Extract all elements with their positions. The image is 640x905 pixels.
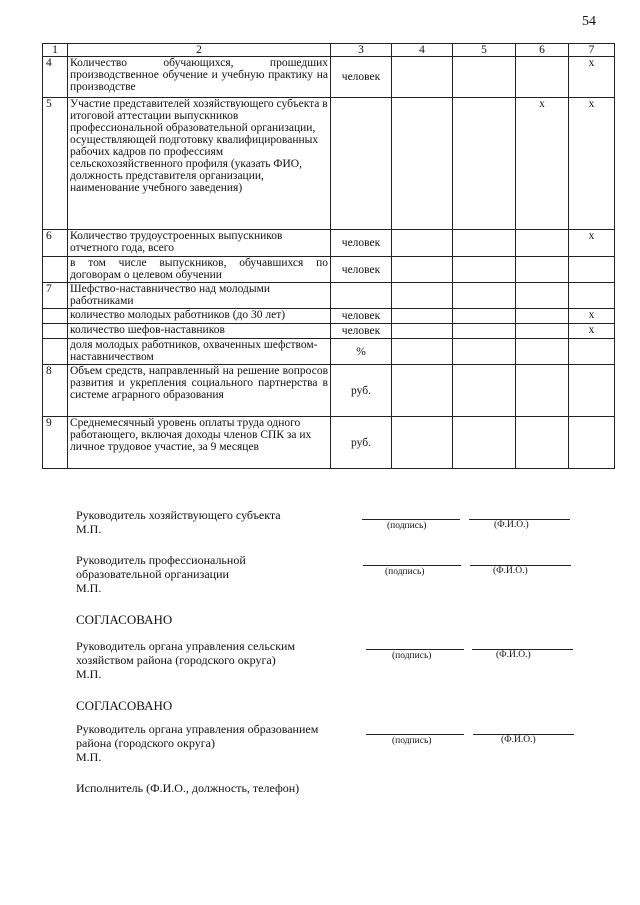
row-number: 6 <box>43 230 68 257</box>
mark-cell <box>516 283 569 309</box>
value-cell <box>453 417 516 469</box>
signature-title: района (городского округа) <box>76 736 215 750</box>
name-caption: (Ф.И.О.) <box>493 566 528 576</box>
mark-cell: х <box>569 230 615 257</box>
row-unit <box>331 98 392 230</box>
row-unit: % <box>331 339 392 365</box>
row-number <box>43 257 68 283</box>
row-description: в том числе выпускников, обучавшихся по договорам о целевом обучении <box>68 257 331 283</box>
row-description: Количество обучающихся, прошедших производственное обучение и учебную практику на производстве <box>68 57 331 98</box>
row-number: 4 <box>43 57 68 98</box>
row-number: 8 <box>43 365 68 417</box>
mark-cell: х <box>569 324 615 339</box>
table-row <box>43 417 615 469</box>
row-unit: человек <box>331 309 392 324</box>
row-unit: человек <box>331 324 392 339</box>
header-cell: 1 <box>43 44 68 57</box>
mark-cell <box>516 417 569 469</box>
value-cell <box>392 230 453 257</box>
value-cell <box>453 57 516 98</box>
row-unit: человек <box>331 257 392 283</box>
signature-title: Руководитель хозяйствующего субъекта <box>76 508 281 522</box>
value-cell <box>392 309 453 324</box>
mark-cell: х <box>569 57 615 98</box>
mark-cell <box>516 57 569 98</box>
signature-title: образовательной организации <box>76 567 229 581</box>
row-description: Количество трудоустроенных выпускников отчетного года, всего <box>68 230 331 257</box>
row-description: Участие представителей хозяйствующего субъекта в итоговой аттестации выпускников профессиональной образовательной организации, осуществляющей подготовку квалифицированных рабочих кадров по профессиям сельскохозяйственного профиля (указать ФИО, должность представителя организации, наименование учебного заведения) <box>68 98 331 230</box>
value-cell <box>392 339 453 365</box>
row-description: количество молодых работников (до 30 лет) <box>68 309 331 324</box>
mark-cell <box>569 339 615 365</box>
row-description: количество шефов-наставников <box>68 324 331 339</box>
signature-line <box>362 519 460 520</box>
table-row <box>43 283 615 309</box>
value-cell <box>453 365 516 417</box>
signature-title: Руководитель органа управления сельским <box>76 639 296 653</box>
value-cell <box>392 283 453 309</box>
row-unit <box>331 283 392 309</box>
value-cell <box>392 98 453 230</box>
mark-cell <box>569 365 615 417</box>
header-cell: 3 <box>331 44 392 57</box>
signature-caption: (подпись) <box>392 736 432 746</box>
signature-caption: (подпись) <box>385 567 425 577</box>
signature-block-education <box>76 722 318 764</box>
signature-title: Руководитель профессиональной <box>76 553 246 567</box>
mark-cell <box>516 257 569 283</box>
table-row <box>43 57 615 98</box>
value-cell <box>453 309 516 324</box>
signature-line <box>363 565 461 566</box>
table-row <box>43 365 615 417</box>
row-number: 9 <box>43 417 68 469</box>
executor-label: Исполнитель (Ф.И.О., должность, телефон) <box>76 781 300 795</box>
row-number <box>43 339 68 365</box>
header-cell: 6 <box>516 44 569 57</box>
mark-cell: х <box>516 98 569 230</box>
mark-cell <box>516 339 569 365</box>
value-cell <box>453 98 516 230</box>
stamp-label: М.П. <box>76 522 102 536</box>
name-caption: (Ф.И.О.) <box>496 650 531 660</box>
name-caption: (Ф.И.О.) <box>494 520 529 530</box>
value-cell <box>453 339 516 365</box>
signature-block-business <box>76 508 281 536</box>
value-cell <box>453 283 516 309</box>
name-caption: (Ф.И.О.) <box>501 735 536 745</box>
value-cell <box>453 324 516 339</box>
page-number: 54 <box>582 14 596 29</box>
stamp-label: М.П. <box>76 750 102 764</box>
table-row <box>43 98 615 230</box>
mark-cell <box>569 417 615 469</box>
header-cell: 5 <box>453 44 516 57</box>
row-description: доля молодых работников, охваченных шефством-наставничеством <box>68 339 331 365</box>
mark-cell <box>516 309 569 324</box>
row-unit: человек <box>331 230 392 257</box>
value-cell <box>453 257 516 283</box>
row-unit: руб. <box>331 417 392 469</box>
mark-cell <box>516 230 569 257</box>
signature-caption: (подпись) <box>392 651 432 661</box>
header-cell: 7 <box>569 44 615 57</box>
agreed-heading: СОГЛАСОВАНО <box>76 612 173 627</box>
signature-title: Руководитель органа управления образованием <box>76 722 319 736</box>
signature-block-school <box>76 553 246 595</box>
signature-caption: (подпись) <box>387 521 427 531</box>
row-description: Среднемесячный уровень оплаты труда одного работающего, включая доходы членов СПК за их личное трудовое участие, за 9 месяцев <box>68 417 331 469</box>
value-cell <box>453 230 516 257</box>
signature-title: хозяйством района (городского округа) <box>76 653 276 667</box>
mark-cell: х <box>569 98 615 230</box>
mark-cell: х <box>569 309 615 324</box>
table-header-row <box>43 44 615 57</box>
header-cell: 2 <box>68 44 331 57</box>
row-number <box>43 324 68 339</box>
row-number: 5 <box>43 98 68 230</box>
row-description: Шефство-наставничество над молодыми работниками <box>68 283 331 309</box>
table-row <box>43 230 615 257</box>
table-row <box>43 339 615 365</box>
value-cell <box>392 324 453 339</box>
agreed-heading: СОГЛАСОВАНО <box>76 698 173 713</box>
mark-cell <box>516 365 569 417</box>
value-cell <box>392 57 453 98</box>
table-row <box>43 309 615 324</box>
table-row <box>43 324 615 339</box>
mark-cell <box>516 324 569 339</box>
stamp-label: М.П. <box>76 581 102 595</box>
stamp-label: М.П. <box>76 667 102 681</box>
signature-block-agriculture <box>76 639 295 681</box>
row-unit: руб. <box>331 365 392 417</box>
row-unit: человек <box>331 57 392 98</box>
signature-line <box>366 649 464 650</box>
row-description: Объем средств, направленный на решение вопросов развития и укрепления социального партнерства в системе аграрного образования <box>68 365 331 417</box>
value-cell <box>392 257 453 283</box>
value-cell <box>392 417 453 469</box>
value-cell <box>392 365 453 417</box>
table-row <box>43 257 615 283</box>
mark-cell <box>569 283 615 309</box>
header-cell: 4 <box>392 44 453 57</box>
row-number: 7 <box>43 283 68 309</box>
signature-line <box>366 734 464 735</box>
row-number <box>43 309 68 324</box>
report-table <box>42 43 615 469</box>
mark-cell <box>569 257 615 283</box>
